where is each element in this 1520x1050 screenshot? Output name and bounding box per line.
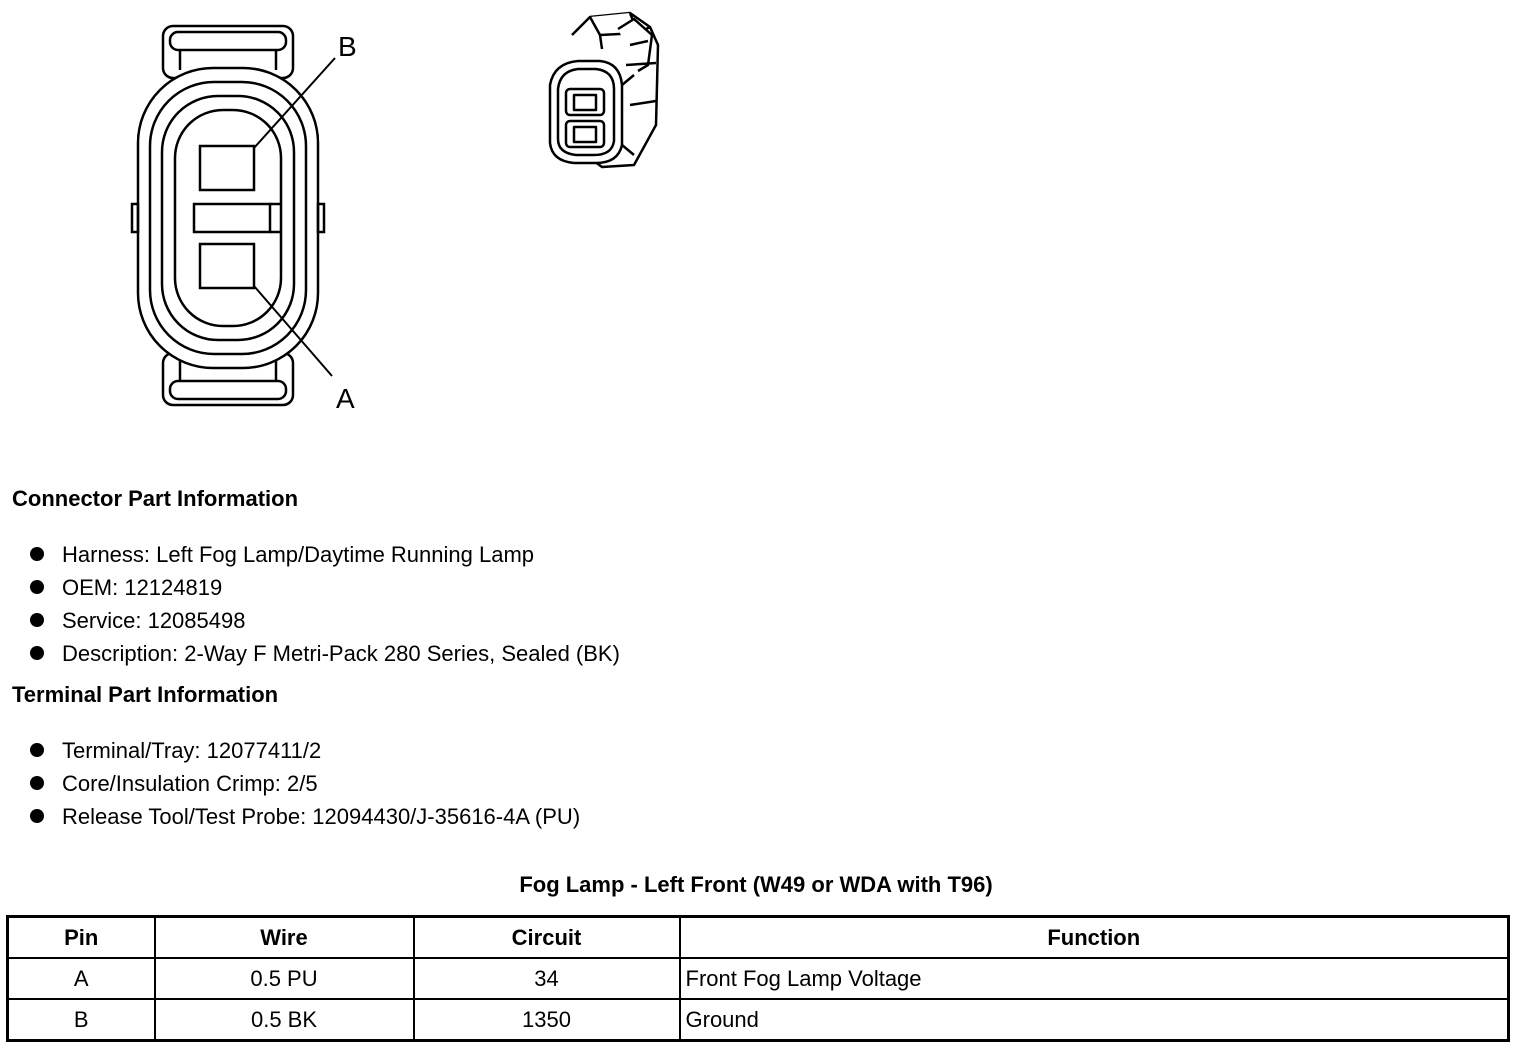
header-function: Function (680, 917, 1509, 959)
connector-isometric-diagram (530, 5, 680, 175)
pin-label-a: A (336, 383, 355, 414)
pin-label-b: B (338, 31, 357, 62)
list-item: Harness: Left Fog Lamp/Daytime Running Lamp (28, 538, 620, 571)
cell-wire: 0.5 PU (155, 958, 414, 999)
table-header-row (8, 917, 1509, 959)
header-pin: Pin (8, 917, 155, 959)
terminal-part-information-heading: Terminal Part Information (12, 682, 279, 707)
connector-part-information-heading: Connector Part Information (12, 486, 299, 511)
table-row (8, 999, 1509, 1041)
table-row (8, 958, 1509, 999)
cell-pin: B (8, 999, 155, 1041)
cell-circuit: 1350 (414, 999, 680, 1041)
list-item: Core/Insulation Crimp: 2/5 (28, 767, 580, 800)
cell-function: Front Fog Lamp Voltage (680, 958, 1509, 999)
cell-pin: A (8, 958, 155, 999)
terminal-part-information-list (28, 734, 580, 833)
list-item: Service: 12085498 (28, 604, 620, 637)
header-wire: Wire (155, 917, 414, 959)
list-item: Release Tool/Test Probe: 12094430/J-35616-4A (PU) (28, 800, 580, 833)
list-item: Description: 2-Way F Metri-Pack 280 Series, Sealed (BK) (28, 637, 620, 670)
cell-wire: 0.5 BK (155, 999, 414, 1041)
pinout-table (6, 915, 1510, 1042)
connector-part-information-list (28, 538, 620, 670)
cell-circuit: 34 (414, 958, 680, 999)
connector-face-diagram (120, 18, 380, 418)
list-item: Terminal/Tray: 12077411/2 (28, 734, 580, 767)
header-circuit: Circuit (414, 917, 680, 959)
cell-function: Ground (680, 999, 1509, 1041)
table-title: Fog Lamp - Left Front (W49 or WDA with T96) (519, 872, 993, 897)
list-item: OEM: 12124819 (28, 571, 620, 604)
